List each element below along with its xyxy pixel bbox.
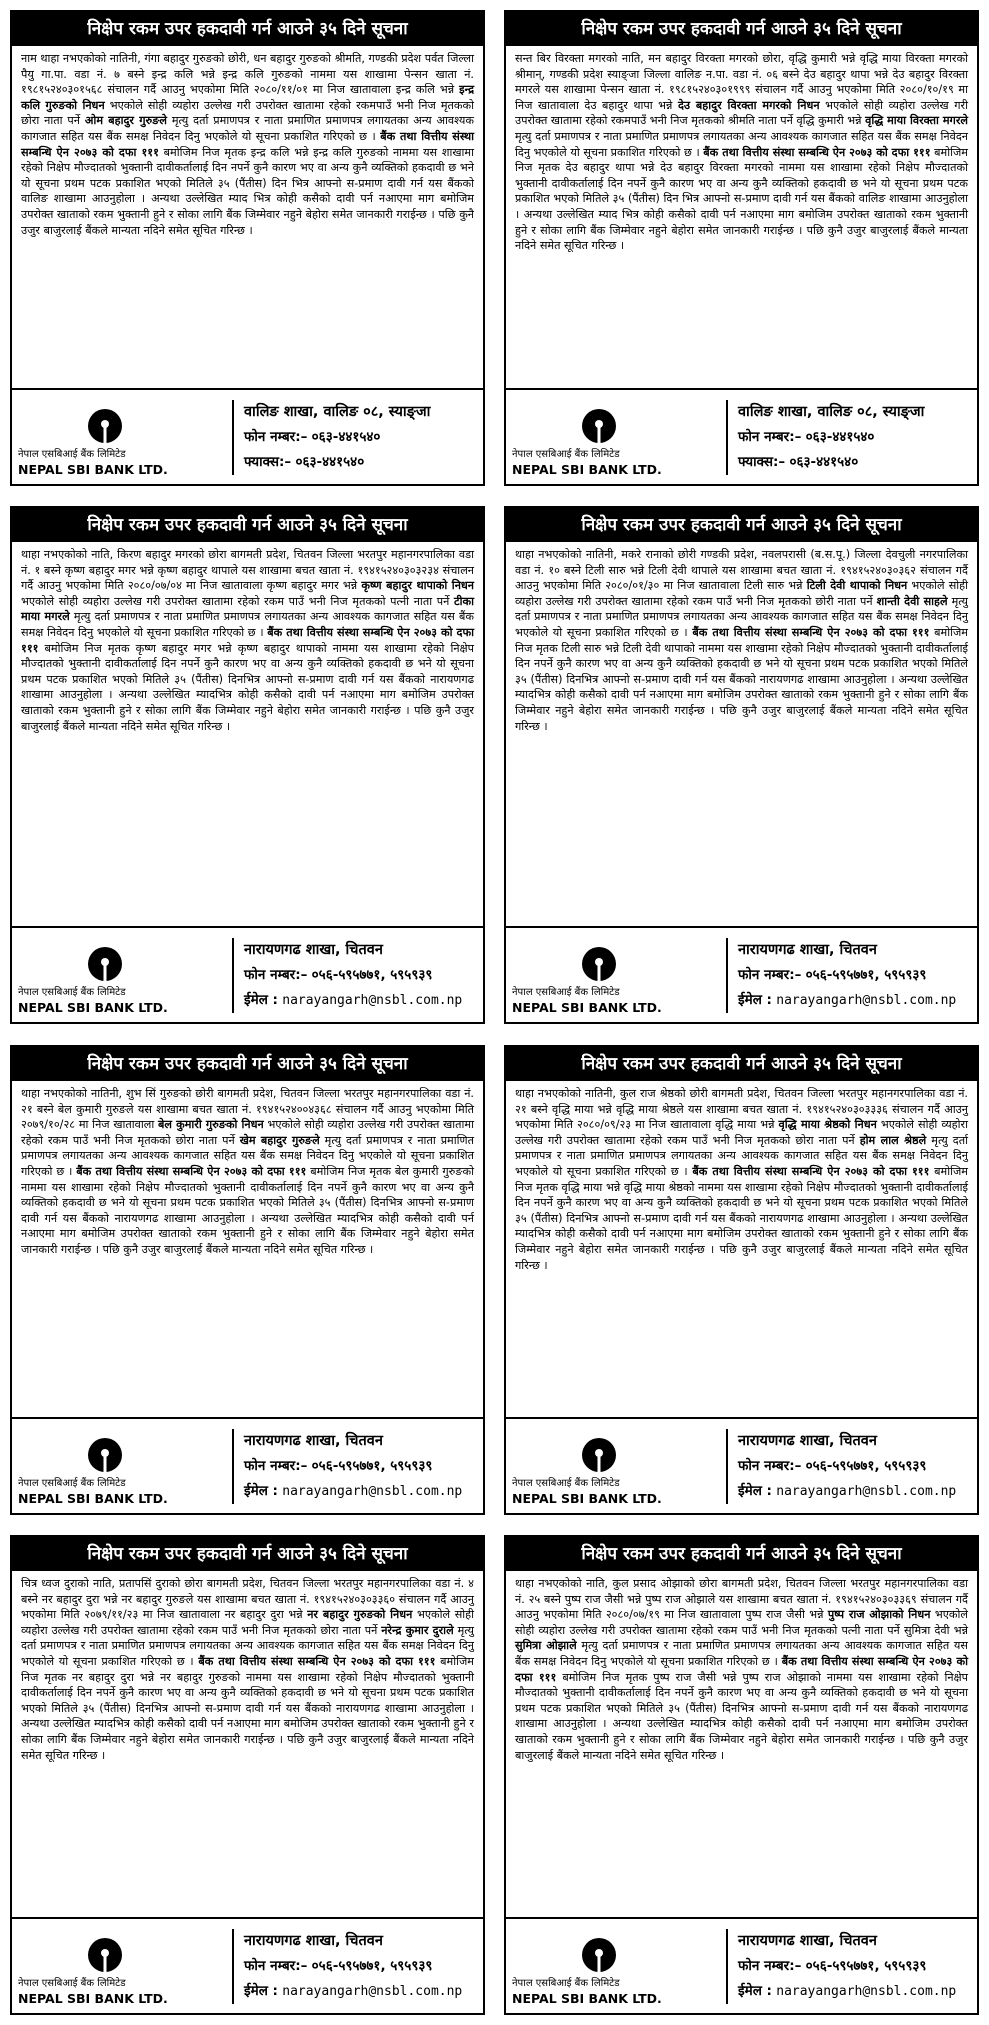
claimant-name: होम लाल श्रेष्ठले xyxy=(859,1133,927,1147)
email-label: ईमेल : xyxy=(738,1483,772,1499)
notice-footer xyxy=(12,1917,483,2013)
email-value[interactable]: narayangarh@nsbl.com.np xyxy=(282,1984,463,1999)
notice-text-2: भएकोले सोही व्यहोरा उल्लेख गरी उपरोक्त खातामा रहेको रकम पाउँ भनी निज मृतकको पत्नी नाता पर्ने xyxy=(21,594,450,608)
act-reference: बैंक तथा वित्तीय संस्था सम्बन्धि ऐन २०७३ को दफा १११ xyxy=(76,1164,307,1178)
third-row xyxy=(738,1479,973,1504)
bank-name-np: नेपाल एसबिआई बैंक लिमिटेड xyxy=(18,1978,126,1989)
act-reference: बैंक तथा वित्तीय संस्था सम्बन्धि ऐन २०७३ को दफा १११ xyxy=(692,625,930,639)
bank-name-np: नेपाल एसबिआई बैंक लिमिटेड xyxy=(512,1978,620,1989)
sbi-logo-icon xyxy=(70,402,140,446)
third-row xyxy=(244,1979,479,2004)
notice-body xyxy=(506,46,977,254)
notice-heading: निक्षेप रकम उपर हकदावी गर्न आउने ३५ दिने सूचना xyxy=(506,508,977,542)
branch-contact xyxy=(232,938,479,1013)
bank-name-np: नेपाल एसबिआई बैंक लिमिटेड xyxy=(512,987,620,998)
bank-name-en: NEPAL SBI BANK LTD. xyxy=(512,1491,662,1506)
claimant-name: शान्ती देवी साहले xyxy=(876,594,948,608)
bank-name-en: NEPAL SBI BANK LTD. xyxy=(18,1991,168,2006)
email-value[interactable]: narayangarh@nsbl.com.np xyxy=(776,1484,957,1499)
notice-text-1: सन्त बिर विरक्ता मगरको नाति, मन बहादुर विरक्ता मगरको छोरा, वृद्धि कुमारी भन्ने वृद्धि माया विरक्ता मगरको श्रीमान्, गण्डकी प्रदेश स्याङ्जा जिल्ला वालिङ न.पा. वडा नं. ०६ बस्ने देउ बहादुर थापा भन्ने देउ बहादुर विरक्ता मगरले यस शाखामा पेन्सन खाता नं. १९८१५२४०३०१९९९ संचालन गर्दै आउनु भएकोमा मिति २०८०/१०/१९ मा निज खातावाला देउ बहादुर थापा भन्ने xyxy=(515,52,968,112)
notice-body xyxy=(506,1571,977,1763)
notice-body xyxy=(12,542,483,734)
deceased-name: बेल कुमारी गुरुङको निधन xyxy=(158,1118,264,1132)
notice-card xyxy=(504,506,979,1024)
third-row xyxy=(244,988,479,1013)
phone-value: ०६३-४४१५४० xyxy=(311,429,381,445)
notice-card xyxy=(504,1535,979,2015)
branch-contact xyxy=(232,400,479,475)
act-reference: बैंक तथा वित्तीय संस्था सम्बन्धि ऐन २०७३ को दफा १११ xyxy=(21,129,475,159)
notice-footer xyxy=(12,388,483,484)
email-label: ईमेल : xyxy=(244,992,278,1008)
notice-text-3: मृत्यु दर्ता प्रमाणपत्र र नाता प्रमाणित प्रमाणपत्र लगायतका अन्य आवश्यक कागजात सहित यस बैंक समक्ष निवेदन दिनु भएकोले यो सूचना प्रकाशित गरिएको छ । xyxy=(515,1639,968,1668)
branch-name: वालिङ शाखा, वालिङ ०८, स्याङ्जा xyxy=(738,404,925,420)
notice-text-1: थाहा नभएकोको नाति, कुल प्रसाद ओझाको छोरा बागमती प्रदेश, चितवन जिल्ला भरतपुर महानगरपालिका वडा नं. २५ बस्ने पुष्प राज जैसी भन्ने पुष्प राज ओझाले यस शाखामा बचत खाता नं. १९४१५२४०३०३३६९ संचालन गर्दै आउनु भएकोमा मिति २०८०/०७/१९ मा निज खातावाला पुष्प राज जैसी भन्ने xyxy=(515,1577,968,1622)
bank-name-en: NEPAL SBI BANK LTD. xyxy=(512,462,662,477)
notice-body xyxy=(12,1081,483,1258)
notice-text-2: भएकोले सोही व्यहोरा उल्लेख गरी उपरोक्त खातामा रहेको रकमपाउँ भनी निज मृतकको श्रीमति नाता पर्ने वृद्धि कुमारी भन्ने xyxy=(515,98,968,128)
phone-label: फोन नम्बर:– xyxy=(738,1958,802,1974)
notice-text-1: थाहा नभएकोको नातिनी, शुभ सिं गुरुङको छोरी बागमती प्रदेश, चितवन जिल्ला भरतपुर महानगरपालिका वडा नं. २१ बस्ने बेल कुमारी गुरुङले यस शाखामा बचत खाता नं. १९४१५२४००४३६८ संचालन गर्दै आउनु भएकोमा मिति २०७९/१०/२८ मा निज खातावाला xyxy=(21,1087,474,1132)
fax-value: ०६३-४४१५४० xyxy=(789,454,859,470)
third-row xyxy=(738,988,973,1013)
notice-card xyxy=(504,10,979,486)
phone-row xyxy=(738,963,973,988)
sbi-logo-icon xyxy=(564,940,634,984)
notice-heading: निक्षेप रकम उपर हकदावी गर्न आउने ३५ दिने सूचना xyxy=(12,1047,483,1081)
notice-text-1: थाहा नभएकोको नाति, किरण बहादुर मगरको छोरा बागमती प्रदेश, चितवन जिल्ला भरतपुर महानगरपालिका वडा नं. १ बस्ने कृष्ण बहादुर मगर भन्ने कृष्ण बहादुर थापाले यस शाखामा बचत खाता नं. १९४१५२४०३०३२३४ संचालन गर्दै आउनु भएकोमा मिति २०८०/०७/०४ मा निज खातावाला कृष्ण बहादुर मगर भन्ने xyxy=(21,548,474,593)
third-row xyxy=(738,450,973,475)
notice-text-2: भएकोले सोही व्यहोरा उल्लेख गरी उपरोक्त खातामा रहेको रकम पाउँ भनी निज मृतकको छोरा नाता पर्ने xyxy=(515,1118,968,1147)
deceased-name: कृष्ण बहादुर थापाको निधन xyxy=(361,579,474,593)
notice-heading: निक्षेप रकम उपर हकदावी गर्न आउने ३५ दिने सूचना xyxy=(506,12,977,46)
notice-text-3: मृत्यु दर्ता प्रमाणपत्र र नाता प्रमाणित प्रमाणपत्र लगायतका अन्य आवश्यक कागजात सहित यस बैंक समक्ष निवेदन दिनु भएकोले यो सूचना प्रकाशित गरिएको छ । xyxy=(21,1133,475,1178)
branch-name: वालिङ शाखा, वालिङ ०८, स्याङ्जा xyxy=(244,404,431,420)
email-label: ईमेल : xyxy=(244,1983,278,1999)
third-row xyxy=(738,1979,973,2004)
act-reference: बैंक तथा वित्तीय संस्था सम्बन्धि ऐन २०७३ को दफा १११ xyxy=(21,625,475,655)
third-row xyxy=(244,450,479,475)
deceased-name: देउ बहादुर विरक्ता मगरको निधन xyxy=(677,98,820,112)
bank-name-en: NEPAL SBI BANK LTD. xyxy=(18,462,168,477)
bank-logo xyxy=(12,1419,217,1513)
branch-name: नारायणगढ शाखा, चितवन xyxy=(738,1933,877,1949)
bank-logo xyxy=(12,1919,217,2013)
phone-value: ०५६-५९५७७१, ५९५९३९ xyxy=(805,1958,927,1974)
email-value[interactable]: narayangarh@nsbl.com.np xyxy=(282,993,463,1008)
notice-footer xyxy=(506,926,977,1022)
phone-row xyxy=(244,425,479,450)
notice-text-2: भएकोले सोही व्यहोरा उल्लेख गरी उपरोक्त खातामा रहेको रकम पाउँ भनी निज मृतकको पत्नी नाता पर्ने सुमित्रा देवी भन्ने xyxy=(515,1608,968,1637)
claimant-name: ओम बहादुर गुरुङले xyxy=(84,114,167,128)
notice-card xyxy=(10,10,485,486)
sbi-logo-icon xyxy=(564,1931,634,1975)
branch-contact xyxy=(726,1429,973,1504)
claimant-name: वृद्धि माया विरक्ता मगरले xyxy=(865,114,968,128)
bank-name-np: नेपाल एसबिआई बैंक लिमिटेड xyxy=(18,987,126,998)
deceased-name: टिली देवी थापाको निधन xyxy=(806,579,908,593)
bank-name-en: NEPAL SBI BANK LTD. xyxy=(18,1491,168,1506)
claimant-name: खेम बहादुर गुरुङले xyxy=(239,1133,320,1147)
branch-name: नारायणगढ शाखा, चितवन xyxy=(244,942,383,958)
branch-contact xyxy=(232,1929,479,2004)
bank-logo xyxy=(506,928,711,1022)
phone-value: ०५६-५९५७७१, ५९५९३९ xyxy=(805,967,927,983)
branch-contact xyxy=(232,1429,479,1504)
sbi-logo-icon xyxy=(564,1431,634,1475)
phone-row xyxy=(738,1454,973,1479)
notice-text-3: मृत्यु दर्ता प्रमाणपत्र र नाता प्रमाणित प्रमाणपत्र लगायतका अन्य आवश्यक कागजात सहित यस बैंक समक्ष निवेदन दिनु भएकोले यो सूचना प्रकाशित गरिएको छ । xyxy=(515,129,968,159)
notice-text-3: मृत्यु दर्ता प्रमाणपत्र र नाता प्रमाणित प्रमाणपत्र लगायतका अन्य आवश्यक कागजात सहित यस बैंक समक्ष निवेदन दिनु भएकोले यो सूचना प्रकाशित गरिएको छ । xyxy=(21,1623,475,1668)
phone-value: ०५६-५९५७७१, ५९५९३९ xyxy=(805,1458,927,1474)
notice-footer xyxy=(12,926,483,1022)
notice-text-2: भएकोले सोही व्यहोरा उल्लेख गरी उपरोक्त खातामा रहेको रकम पाउँ भनी निज मृतकको छोरी नाता पर्ने xyxy=(515,579,969,608)
phone-row xyxy=(244,963,479,988)
bank-logo xyxy=(506,1419,711,1513)
email-label: ईमेल : xyxy=(738,992,772,1008)
bank-name-np: नेपाल एसबिआई बैंक लिमिटेड xyxy=(512,449,620,460)
fax-label: फ्याक्स:– xyxy=(738,454,786,470)
notice-text-1: नाम थाहा नभएकोको नातिनी, गंगा बहादुर गुरुङको छोरी, धन बहादुर गुरुङको श्रीमति, गण्डकी प्रदेश पर्वत जिल्ला पैयु गा.पा. वडा नं. ७ बस्ने इन्द्र कलि भन्ने इन्द्र कलि गुरुङको नाममा यस शाखामा पेन्सन खाता नं. १९८१५२४०३०१५६८ संचालन गर्दै आउनु भएकोमा मिति २०८०/११/०१ मा निज खातावाला इन्द्र कलि भन्ने xyxy=(21,52,474,97)
notice-heading: निक्षेप रकम उपर हकदावी गर्न आउने ३५ दिने सूचना xyxy=(12,12,483,46)
notice-heading: निक्षेप रकम उपर हकदावी गर्न आउने ३५ दिने सूचना xyxy=(12,508,483,542)
sbi-logo-icon xyxy=(564,402,634,446)
email-value[interactable]: narayangarh@nsbl.com.np xyxy=(282,1484,463,1499)
branch-contact xyxy=(726,938,973,1013)
notice-text-3: मृत्यु दर्ता प्रमाणपत्र र नाता प्रमाणित प्रमाणपत्र लगायतका अन्य आवश्यक कागजात सहित यस बैंक समक्ष निवेदन दिनु भएकोले यो सूचना प्रकाशित गरिएको छ । xyxy=(515,1133,968,1178)
fax-value: ०६३-४४१५४० xyxy=(295,454,365,470)
notice-card xyxy=(504,1045,979,1515)
sbi-logo-icon xyxy=(70,1431,140,1475)
branch-contact xyxy=(726,400,973,475)
notice-footer xyxy=(12,1417,483,1513)
phone-value: ०५६-५९५७७१, ५९५९३९ xyxy=(311,1958,433,1974)
notice-text-1: चित्र ध्वज दुराको नाति, प्रतापसिं दुराको छोरा बागमती प्रदेश, चितवन जिल्ला भरतपुर महानगरपालिका वडा नं. ४ बस्ने नर बहादुर दुरा भन्ने नर बहादुर गुरुङले यस शाखामा बचत खाता नं. १९४१५२४०३०३३६० संचालन गर्दै आउनु भएकोमा मिति २०७९/११/२३ मा निज खातावाला नर बहादुर दुरा भन्ने xyxy=(21,1577,474,1622)
notice-text-3: मृत्यु दर्ता प्रमाणपत्र र नाता प्रमाणित प्रमाणपत्र लगायतका अन्य आवश्यक कागजात सहित यस बैंक समक्ष निवेदन दिनु भएकोले यो सूचना प्रकाशित गरिएको छ । xyxy=(21,610,474,639)
bank-logo xyxy=(12,390,217,484)
phone-label: फोन नम्बर:– xyxy=(244,967,308,983)
notice-card xyxy=(10,1535,485,2015)
notice-text-4: बमोजिम निज मृतक कृष्ण बहादुर मगर भन्ने कृष्ण बहादुर थापाको नाममा यस शाखामा रहेको निक्षेप मौज्दातको भुक्तानी दावीकर्तालाई दिन नपर्ने कुनै कारण भए वा अन्य कुनै व्यक्तिको हकदावी छ भने यो सूचना प्रथम पटक प्रकाशित भएको मितिले ३५ (पैंतीस) दिनभित्र आफ्नो स-प्रमाण दावी गर्न यस बैंकको नारायणगढ शाखामा आउनुहोला । अन्यथा उल्लेखित म्यादभित्र कोही कसैको दावी पर्न नआएमा माग बमोजिम उपरोक्त खाताको रकम भुक्तानी हुने र सोका लागि बैंक जिम्मेवार नहुने बेहोरा समेत जानकारी गराईन्छ । पछि कुनै उजुर बाजुरलाई बैंकले मान्यता नदिने समेत सूचित गरिन्छ । xyxy=(21,641,474,733)
phone-label: फोन नम्बर:– xyxy=(244,1958,308,1974)
fax-label: फ्याक्स:– xyxy=(244,454,292,470)
notice-text-1: थाहा नभएकोको नातिनी, मकरे रानाको छोरी गण्डकी प्रदेश, नवलपरासी (ब.स.पू.) जिल्ला देवचुली नगरपालिका वडा नं. १० बस्ने टिली सारु भन्ने टिली देवी थापाले यस शाखामा बचत खाता नं. १९४१५२४०३०३६२ संचालन गर्दै आउनु भएकोमा मिति २०८०/०१/३० मा निज खातावाला टिली सारु भन्ने xyxy=(515,548,968,593)
bank-logo xyxy=(506,1919,711,2013)
notice-text-4: बमोजिम निज मृतक बेल कुमारी गुरुङको नाममा यस शाखामा रहेको निक्षेप मौज्दातको भुक्तानी दावीकर्तालाई दिन नपर्ने कुनै कारण भए वा अन्य कुनै व्यक्तिको हकदावी छ भने यो सूचना प्रथम पटक प्रकाशित भएको मितिले ३५ (पैंतीस) दिनभित्र आफ्नो स-प्रमाण दावी गर्न यस बैंकको नारायणगढ शाखामा आउनुहोला । अन्यथा उल्लेखित म्यादभित्र कोही कसैको दावी पर्न नआएमा माग बमोजिम उपरोक्त खाताको रकम भुक्तानी हुने र सोका लागि बैंक जिम्मेवार नहुने बेहोरा समेत जानकारी गराईन्छ । पछि कुनै उजुर बाजुरलाई बैंकले मान्यता नदिने समेत सूचित गरिन्छ । xyxy=(21,1164,474,1256)
notice-body xyxy=(506,542,977,734)
email-label: ईमेल : xyxy=(738,1983,772,1999)
deceased-name: इन्द्र कलि गुरुङको निधन xyxy=(21,83,475,112)
phone-row xyxy=(244,1954,479,1979)
notice-footer xyxy=(506,388,977,484)
act-reference: बैंक तथा वित्तीय संस्था सम्बन्धि ऐन २०७३ को दफा १११ xyxy=(692,1164,930,1178)
notice-text-2: भएकोले सोही व्यहोरा उल्लेख गरी उपरोक्त खातामा रहेको रकम पाउँ भनी निज मृतकको छोरा नाता पर्ने xyxy=(21,1608,474,1637)
notice-heading: निक्षेप रकम उपर हकदावी गर्न आउने ३५ दिने सूचना xyxy=(12,1537,483,1571)
bank-name-np: नेपाल एसबिआई बैंक लिमिटेड xyxy=(18,1478,126,1489)
notice-text-4: बमोजिम निज मृतक देउ बहादुर थापा भन्ने देउ बहादुर विरक्ता मगरको नाममा यस शाखामा रहेको निक्षेप मौज्दातको भुक्तानी दावीकर्तालाई दिन नपर्ने कुनै कारण भए वा अन्य कुनै व्यक्तिको हकदावी छ भने यो सूचना प्रथम पटक प्रकाशित भएको मितिले ३५ (पैंतीस) दिन भित्र आफ्नो स-प्रमाण दावी गर्न यस बैंकको वालिङ शाखामा आउनुहोला । अन्यथा उल्लेखित म्याद भित्र कोही कसैको दावी पर्न नआएमा माग बमोजिम उपरोक्त खाताको रकम भुक्तानी हुने र सोका लागि बैंक जिम्मेवार नहुने बेहोरा समेत जानकारी गराईन्छ । पछि कुनै उजुर बाजुरलाई बैंकले मान्यता नदिने समेत सूचित गरिन्छ । xyxy=(515,145,968,253)
sbi-logo-icon xyxy=(70,940,140,984)
claimant-name: सुमित्रा ओझाले xyxy=(515,1639,577,1653)
phone-label: फोन नम्बर:– xyxy=(738,967,802,983)
notice-text-3: मृत्यु दर्ता प्रमाणपत्र र नाता प्रमाणित प्रमाणपत्र लगायतका अन्य आवश्यक कागजात सहित यस बैंक समक्ष निवेदन दिनु भएकोले यो सूचना प्रकाशित गरिएको छ । xyxy=(21,114,474,143)
notice-body xyxy=(506,1081,977,1273)
bank-name-np: नेपाल एसबिआई बैंक लिमिटेड xyxy=(18,449,126,460)
notice-body xyxy=(12,1571,483,1763)
act-reference: बैंक तथा वित्तीय संस्था सम्बन्धि ऐन २०७३ को दफा १११ xyxy=(515,1654,968,1684)
third-row xyxy=(244,1479,479,1504)
bank-name-np: नेपाल एसबिआई बैंक लिमिटेड xyxy=(512,1478,620,1489)
branch-name: नारायणगढ शाखा, चितवन xyxy=(738,1433,877,1449)
notice-text-1: थाहा नभएकोको नातिनी, कुल राज श्रेष्ठको छोरी बागमती प्रदेश, चितवन जिल्ला भरतपुर महानगरपालिका वडा नं. २१ बस्ने वृद्धि माया भन्ने वृद्धि माया श्रेष्ठले यस शाखामा बचत खाता नं. १९४१५२४०३०३३३६ संचालन गर्दै आउनु भएकोमा मिति २०८०/०९/२३ मा निज खातावाला वृद्धि माया भन्ने xyxy=(515,1087,968,1132)
email-label: ईमेल : xyxy=(244,1483,278,1499)
act-reference: बैंक तथा वित्तीय संस्था सम्बन्धि ऐन २०७३ को दफा १११ xyxy=(198,1654,436,1668)
sbi-logo-icon xyxy=(70,1931,140,1975)
notice-text-4: बमोजिम निज मृतक इन्द्र कलि भन्ने इन्द्र कलि गुरुङको नाममा यस शाखामा रहेको निक्षेप मौज्दातको भुक्तानी दावीकर्तालाई दिन नपर्ने कुनै कारण भए वा अन्य कुनै व्यक्तिको हकदावी छ भने यो सूचना प्रथम पटक प्रकाशित भएको मितिले ३५ (पैंतीस) दिन भित्र आफ्नो स-प्रमाण दावी गर्न यस बैंकको वालिङ शाखामा आउनुहोला । अन्यथा उल्लेखित म्याद भित्र कोही कसैको दावी पर्न नआएमा माग बमोजिम उपरोक्त खाताको रकम भुक्तानी हुने र सोका लागि बैंक जिम्मेवार नहुने बेहोरा समेत जानकारी गराईन्छ । पछि कुनै उजुर बाजुरलाई बैंकले मान्यता नदिने समेत सूचित गरिन्छ । xyxy=(21,145,474,237)
bank-name-en: NEPAL SBI BANK LTD. xyxy=(512,1991,662,2006)
claimant-name: नरेन्द्र कुमार दुराले xyxy=(381,1623,454,1637)
phone-value: ०५६-५९५७७१, ५९५९३९ xyxy=(311,1458,433,1474)
phone-value: ०६३-४४१५४० xyxy=(805,429,875,445)
notice-footer xyxy=(506,1917,977,2013)
phone-row xyxy=(738,425,973,450)
phone-row xyxy=(244,1454,479,1479)
notice-text-3: मृत्यु दर्ता प्रमाणपत्र र नाता प्रमाणित प्रमाणपत्र लगायतका अन्य आवश्यक कागजात सहित यस बैंक समक्ष निवेदन दिनु भएकोले यो सूचना प्रकाशित गरिएको छ । xyxy=(515,594,969,639)
deceased-name: पुष्प राज ओझाको निधन xyxy=(827,1608,931,1622)
deceased-name: नर बहादुर गुरुङको निधन xyxy=(307,1608,413,1622)
bank-name-en: NEPAL SBI BANK LTD. xyxy=(512,1000,662,1015)
phone-row xyxy=(738,1954,973,1979)
bank-name-en: NEPAL SBI BANK LTD. xyxy=(18,1000,168,1015)
phone-label: फोन नम्बर:– xyxy=(244,429,308,445)
notice-heading: निक्षेप रकम उपर हकदावी गर्न आउने ३५ दिने सूचना xyxy=(506,1047,977,1081)
email-value[interactable]: narayangarh@nsbl.com.np xyxy=(776,1984,957,1999)
notice-card xyxy=(10,506,485,1024)
branch-name: नारायणगढ शाखा, चितवन xyxy=(244,1933,383,1949)
bank-logo xyxy=(12,928,217,1022)
notice-text-4: बमोजिम निज मृतक टिली सारु भन्ने टिली देवी थापाको नाममा यस शाखामा रहेको निक्षेप मौज्दातको भुक्तानी दावीकर्तालाई दिन नपर्ने कुनै कारण भए वा अन्य कुनै व्यक्तिको हकदावी छ भने यो सूचना प्रथम पटक प्रकाशित भएको मितिले ३५ (पैंतीस) दिनभित्र आफ्नो स-प्रमाण दावी गर्न यस बैंकको नारायणगढ शाखामा आउनुहोला । अन्यथा उल्लेखित म्यादभित्र कोही कसैको दावी पर्न नआएमा माग बमोजिम उपरोक्त खाताको रकम भुक्तानी हुने र सोका लागि बैंक जिम्मेवार नहुने बेहोरा समेत जानकारी गराईन्छ । पछि कुनै उजुर बाजुरलाई बैंकले मान्यता नदिने समेत सूचित गरिन्छ । xyxy=(515,625,968,733)
notice-text-4: बमोजिम निज मृतक पुष्प राज जैसी भन्ने पुष्प राज ओझाको नाममा यस शाखामा रहेको निक्षेप मौज्दातको भुक्तानी दावीकर्तालाई दिन नपर्ने कुनै कारण भए वा अन्य कुनै व्यक्तिको हकदावी छ भने यो सूचना प्रथम पटक प्रकाशित भएको मितिले ३५ (पैंतीस) दिनभित्र आफ्नो स-प्रमाण दावी गर्न यस बैंकको नारायणगढ शाखामा आउनुहोला । अन्यथा उल्लेखित म्यादभित्र कोही कसैको दावी पर्न नआएमा माग बमोजिम उपरोक्त खाताको रकम भुक्तानी हुने र सोका लागि बैंक जिम्मेवार नहुने बेहोरा समेत जानकारी गराईन्छ । पछि कुनै उजुर बाजुरलाई बैंकले मान्यता नदिने समेत सूचित गरिन्छ । xyxy=(515,1670,969,1762)
notice-footer xyxy=(506,1417,977,1513)
email-value[interactable]: narayangarh@nsbl.com.np xyxy=(776,993,957,1008)
notice-text-4: बमोजिम निज मृतक वृद्धि माया भन्ने वृद्धि माया श्रेष्ठको नाममा यस शाखामा रहेको निक्षेप मौज्दातको भुक्तानी दावीकर्तालाई दिन नपर्ने कुनै कारण भए वा अन्य कुनै व्यक्तिको हकदावी छ भने यो सूचना प्रथम पटक प्रकाशित भएको मितिले ३५ (पैंतीस) दिनभित्र आफ्नो स-प्रमाण दावी गर्न यस बैंकको नारायणगढ शाखामा आउनुहोला । अन्यथा उल्लेखित म्यादभित्र कोही कसैको दावी पर्न नआएमा माग बमोजिम उपरोक्त खाताको रकम भुक्तानी हुने र सोका लागि बैंक जिम्मेवार नहुने बेहोरा समेत जानकारी गराईन्छ । पछि कुनै उजुर बाजुरलाई बैंकले मान्यता नदिने समेत सूचित गरिन्छ । xyxy=(515,1164,968,1272)
claimant-name: टीका माया मगरले xyxy=(21,594,474,624)
notice-body xyxy=(12,46,483,238)
phone-label: फोन नम्बर:– xyxy=(244,1458,308,1474)
branch-name: नारायणगढ शाखा, चितवन xyxy=(738,942,877,958)
notice-text-2: भएकोले सोही व्यहोरा उल्लेख गरी उपरोक्त खातामा रहेको रकम पाउँ भनी निज मृतकको छोरा नाता पर्ने xyxy=(21,1118,474,1147)
notice-text-2: भएकोले सोही व्यहोरा उल्लेख गरी उपरोक्त खातामा रहेको रकमपाउँ भनी निज मृतकको छोरा नाता पर्ने xyxy=(21,98,475,128)
deceased-name: वृद्धि माया श्रेष्ठको निधन xyxy=(778,1118,877,1132)
branch-name: नारायणगढ शाखा, चितवन xyxy=(244,1433,383,1449)
phone-label: फोन नम्बर:– xyxy=(738,1458,802,1474)
notice-text-4: बमोजिम निज मृतक नर बहादुर दुरा भन्ने नर बहादुर गुरुङको नाममा यस शाखामा रहेको निक्षेप मौज्दातको भुक्तानी दावीकर्तालाई दिन नपर्ने कुनै कारण भए वा अन्य कुनै व्यक्तिको हकदावी छ भने यो सूचना प्रथम पटक प्रकाशित भएको मितिले ३५ (पैंतीस) दिनभित्र आफ्नो स-प्रमाण दावी गर्न यस बैंकको नारायणगढ शाखामा आउनुहोला । अन्यथा उल्लेखित म्यादभित्र कोही कसैको दावी पर्न नआएमा माग बमोजिम उपरोक्त खाताको रकम भुक्तानी हुने र सोका लागि बैंक जिम्मेवार नहुने बेहोरा समेत जानकारी गराईन्छ । पछि कुनै उजुर बाजुरलाई बैंकले मान्यता नदिने समेत सूचित गरिन्छ । xyxy=(21,1654,474,1762)
branch-contact xyxy=(726,1929,973,2004)
act-reference: बैंक तथा वित्तीय संस्था सम्बन्धि ऐन २०७३ को दफा १११ xyxy=(703,145,931,159)
notice-card xyxy=(10,1045,485,1515)
notice-heading: निक्षेप रकम उपर हकदावी गर्न आउने ३५ दिने सूचना xyxy=(506,1537,977,1571)
phone-value: ०५६-५९५७७१, ५९५९३९ xyxy=(311,967,433,983)
bank-logo xyxy=(506,390,711,484)
phone-label: फोन नम्बर:– xyxy=(738,429,802,445)
